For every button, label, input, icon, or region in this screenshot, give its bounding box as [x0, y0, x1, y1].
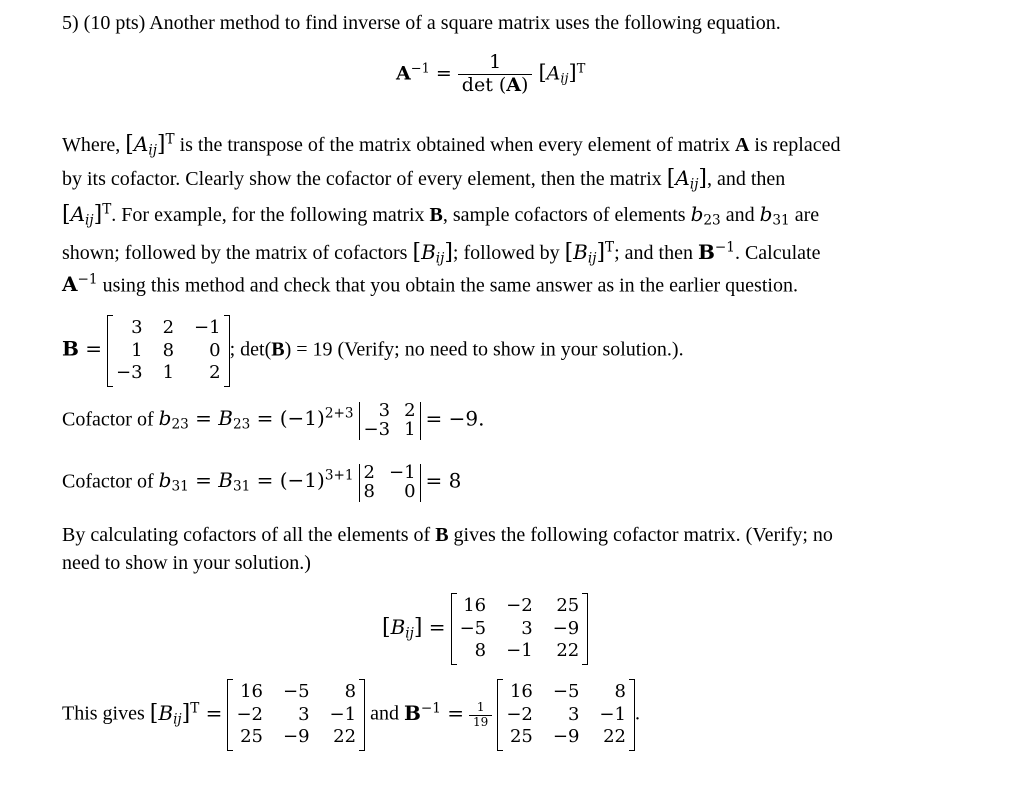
inverse-matrix: 16 −5 8 −2 3 −1 25 −9 22 — [497, 680, 635, 750]
problem-heading: 5) (10 pts) Another method to find inverse of a square matrix uses the following equation. — [62, 12, 781, 34]
transpose-matrix: 16 −5 8 −2 3 −1 25 −9 22 — [227, 680, 365, 750]
para1-line1: Where, $[A_{ij}]^T$ is the transpose of the matrix obtained when every element of matrix A is replaced — [62, 131, 841, 159]
cofactor-matrix-line: $[B_{ij}]$ = 16 −2 25 −5 3 −9 8 −1 22 — [382, 594, 588, 664]
one-over-19: $\frac{1}{19}$ — [469, 701, 492, 730]
main-equation: $A^{-1}$ = $\frac{1}{\det (A)}$ $[A_{ij}]^T$ — [396, 51, 586, 96]
para1-line5: $A^{-1}$ using this method and check that you obtain the same answer as in the earlier question. — [62, 272, 798, 297]
para1-line3: $[A_{ij}]^T$. For example, for the following matrix B, sample cofactors of elements $b_{23}$ and $b_{31}$ are — [62, 201, 820, 229]
matrix-b-line: B = 3 2 −1 1 8 0 −3 1 2 ; det(B) = 19 (Verify; no need to show in your solution.). — [62, 316, 684, 386]
main-fraction: $\frac{1}{\det (A)}$ — [458, 52, 533, 97]
cofactor-23-line: Cofactor of $b_{23} = B_{23} = (-1)^{2+3}$ 3 2 −3 1 = −9. — [62, 400, 485, 440]
para2-line1: By calculating cofactors of all the elements of B gives the following cofactor matrix. (Verify; no — [62, 524, 833, 546]
cofactor-31-line: Cofactor of $b_{31} = B_{31} = (-1)^{3+1}$ 2 −1 8 0 = 8 — [62, 462, 462, 502]
minor-31: 2 −1 8 0 — [359, 464, 421, 502]
para1-line2: by its cofactor. Clearly show the cofactor of every element, then the matrix $[A_{ij}]$, and then — [62, 166, 786, 193]
matrix-b: 3 2 −1 1 8 0 −3 1 2 — [107, 316, 230, 386]
cofactor-matrix: 16 −2 25 −5 3 −9 8 −1 22 — [451, 594, 589, 664]
minor-23: 3 2 −3 1 — [359, 402, 421, 440]
para2-line2: need to show in your solution.) — [62, 552, 311, 574]
final-line: This gives $[B_{ij}]^T$ = 16 −5 8 −2 3 −1 25 −9 22 and $B^{-1}$ = $\frac{1}{19}$ 16 −5 8 −2 3 −1 25 −9 22 . — [62, 680, 640, 750]
para1-line4: shown; followed by the matrix of cofactors $[B_{ij}]$; followed by $[B_{ij}]^T$; and then $B^{-1}$. Calculate — [62, 239, 821, 267]
